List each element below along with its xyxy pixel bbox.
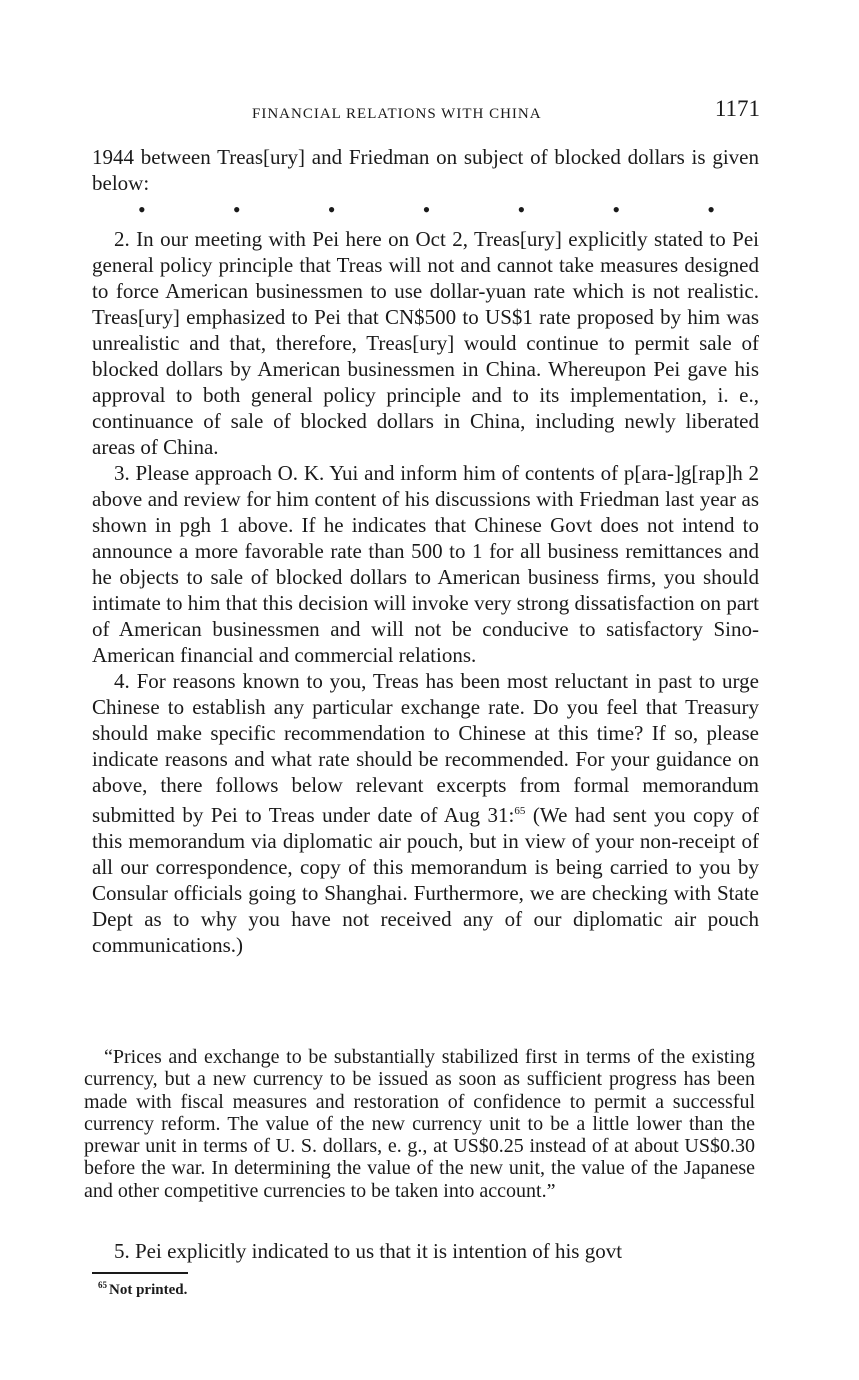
footnote-text: Not printed. bbox=[109, 1282, 188, 1298]
omission-dot: • bbox=[612, 197, 621, 222]
page-number: 1171 bbox=[714, 96, 760, 121]
omission-dot: • bbox=[138, 197, 146, 222]
body-text bbox=[92, 144, 759, 958]
footnote-mark: 65 bbox=[98, 1280, 107, 1290]
running-title: FINANCIAL RELATIONS WITH CHINA bbox=[252, 106, 542, 122]
omission-dot: • bbox=[422, 197, 431, 222]
footnote-reference[interactable]: 65 bbox=[514, 805, 526, 817]
omission-dot: • bbox=[232, 197, 241, 222]
intro-paragraph: 1944 between Treas[ury] and Friedman on subject of blocked dollars is given below: bbox=[92, 145, 759, 195]
footnote bbox=[98, 1280, 187, 1299]
paragraph-3: 3. Please approach O. K. Yui and inform him of contents of p[ara-]g[rap]h 2 above and review for him content of his discussions with Friedman last year as shown in pgh 1 above. If he indicates that Chinese Govt does not intend to announce a more favorable rate than 500 to 1 for all business remittances and he objects to sale of blocked dollars to American business firms, you should intimate to him that this decision will invoke very strong dissatisfaction on part of American businessmen and will not be conducive to satisfactory Sino-American financial and commercial relations. bbox=[92, 461, 759, 667]
paragraph-5: 5. Pei explicitly indicated to us that it is intention of his govt bbox=[114, 1239, 623, 1263]
omission-dots bbox=[92, 196, 759, 226]
omission-dot: • bbox=[707, 197, 715, 222]
paragraph-4-text-a: 4. For reasons known to you, Treas has been most reluctant in past to urge Chinese to establish any particular exchange rate. Do you feel that Treasury should make specific recommendation to Chinese at this time? If so, please indicate reasons and what rate should be recommended. For your guidance on above, there follows below relevant excerpts from formal memorandum submitted by Pei to Treas under date of Aug 31: bbox=[92, 669, 759, 827]
footnote-divider bbox=[92, 1272, 188, 1274]
page-header bbox=[92, 96, 760, 132]
block-quote: “Prices and exchange to be substantially stabilized first in terms of the existing currency, but a new currency to be issued as soon as sufficient progress has been made with fiscal measures and restoration of confidence to permit a successful currency reform. The value of the new currency unit to be a little lower than the prewar unit in terms of U. S. dollars, e. g., at US$0.25 instead of at about US$0.30 before the war. In determining the value of the new unit, the value of the Japanese and other competitive currencies to be taken into account.” bbox=[84, 1046, 755, 1202]
omission-dot: • bbox=[517, 197, 526, 222]
paragraph-4 bbox=[92, 668, 759, 958]
omission-dot: • bbox=[327, 197, 336, 222]
paragraph-2: 2. In our meeting with Pei here on Oct 2, Treas[ury] explicitly stated to Pei general policy principle that Treas will not and cannot take measures designed to force American businessmen to use dollar-yuan rate which is not realistic. Treas[ury] emphasized to Pei that CN$500 to US$1 rate proposed by him was unrealistic and that, therefore, Treas[ury] would continue to permit sale of blocked dollars by American businessmen in China. Whereupon Pei gave his approval to both general policy principle and to its implementation, i. e., continuance of sale of blocked dollars in China, including newly liberated areas of China. bbox=[92, 227, 759, 459]
paragraph-4-text-b: (We had sent you copy of this memorandum via diplomatic air pouch, but in view of your non-receipt of all our correspondence, copy of this memorandum is being carried to you by Consular officials going to Shanghai. Furthermore, we are checking with State Dept as to why you have not received any of our diplomatic air pouch communications.) bbox=[92, 803, 759, 957]
